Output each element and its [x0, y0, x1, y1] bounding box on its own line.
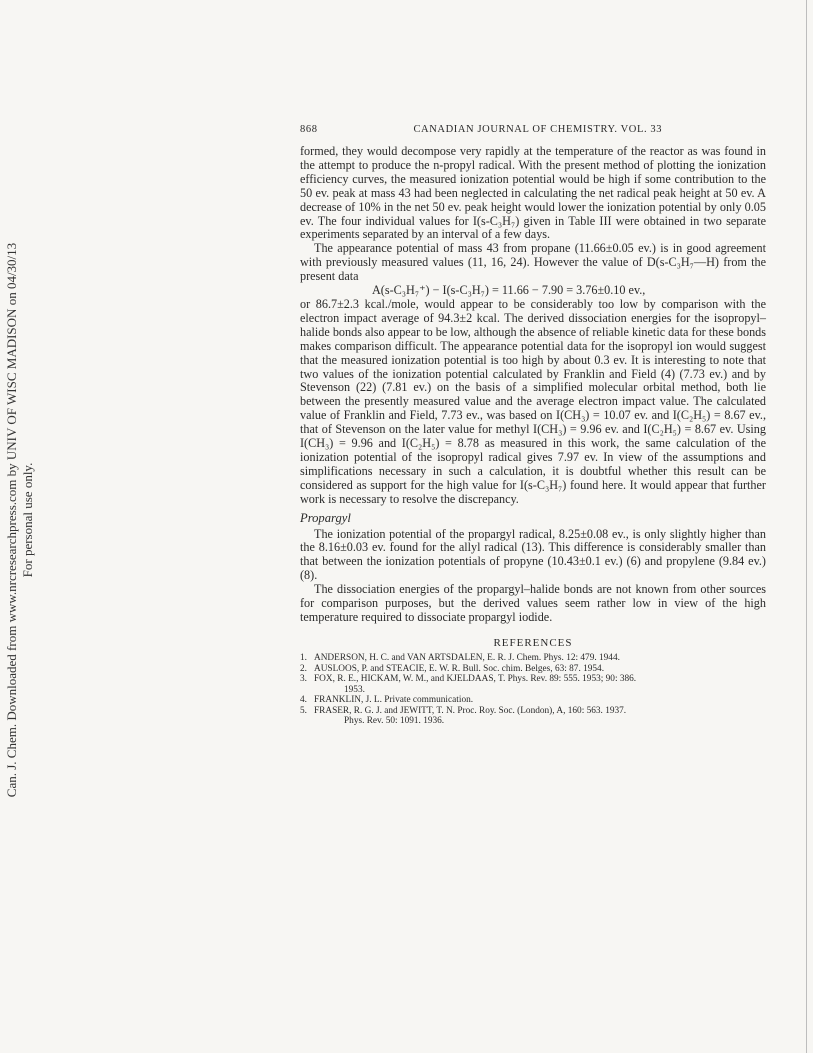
reference-item — [300, 674, 766, 685]
paragraph-1: formed, they would decompose very rapidly at the temperature of the reactor as was found in the attempt to produce the n-propyl radical. With the present method of plotting the ionization efficiency curves, the measured ionization potential would be high if some contribution to the 50 ev. peak at mass 43 had been neglected in calculating the net radical peak height at 50 ev. A decrease of 10% in the net 50 ev. peak height would lower the ionization potential by only 0.05 ev. The four individual values for I(s-C₃H₇) given in Table III were obtained in two separate experiments separated by an interval of a few days. — [300, 144, 766, 242]
scan-edge-line — [806, 0, 807, 1053]
reference-text: AUSLOOS, P. and STEACIE, E. W. R. Bull. Soc. chim. Belges, 63: 87. 1954. — [314, 663, 605, 674]
download-watermark — [4, 240, 40, 800]
reference-continuation: Phys. Rev. 50: 1091. 1936. — [344, 716, 445, 727]
download-watermark-line1: Can. J. Chem. Downloaded from www.nrcresearchpress.com by UNIV OF WISC MADISON on 04/30/13 — [4, 242, 19, 798]
reference-text: FOX, R. E., HICKAM, W. M., and KJELDAAS, T. Phys. Rev. 89: 555. 1953; 90: 386. — [314, 674, 637, 685]
paragraph-2: The appearance potential of mass 43 from propane (11.66±0.05 ev.) is in good agreement with previously measured values (11, 16, 24). However the value of D(s-C₃H₇—H) from the present data — [300, 241, 766, 284]
reference-item — [300, 664, 766, 675]
reference-text: FRANKLIN, J. L. Private communication. — [314, 695, 474, 706]
reference-number: 4. — [300, 695, 307, 706]
reference-item — [300, 653, 766, 664]
paragraph-3: or 86.7±2.3 kcal./mole, would appear to be considerably too low by comparison with the electron impact average of 94.3±2 kcal. The derived dissociation energies for the isopropyl–halide bonds also appear to be low, although the absence of reliable kinetic data for these bonds makes comparison difficult. The appearance potential data for the isopropyl ion would suggest that the measured ionization potential is too high by about 0.3 ev. It is interesting to note that two values of the ionization potential calculated by Franklin and Field (4) (7.73 ev.) and by Stevenson (22) (7.81 ev.) on the basis of a simplified molecular orbital method, both lie between the presently measured value and the average electron impact value. The calculated value of Franklin and Field, 7.73 ev., was based on I(CH₃) = 10.07 ev. and I(C₂H₅) = 8.67 ev., that of Stevenson on the later value for methyl I(CH₃) = 9.96 ev. and I(C₂H₅) = 8.67 ev. Using I(CH₃) = 9.96 and I(C₂H₅) = 8.78 as measured in this work, the same calculation of the ionization potential of the isopropyl radical gives 7.97 ev. In view of the assumptions and simplifications necessary in such a calculation, it is doubtful whether this result can be considered as support for the high value for I(s-C₃H₇) found here. It would appear that further work is necessary to resolve the discrepancy. — [300, 296, 766, 506]
reference-number: 3. — [300, 674, 307, 685]
reference-list — [300, 653, 766, 727]
running-head — [300, 124, 766, 135]
journal-title: CANADIAN JOURNAL OF CHEMISTRY. VOL. 33 — [413, 124, 663, 135]
page-number: 868 — [300, 124, 318, 135]
reference-number: 2. — [300, 663, 307, 674]
paragraph-5: The dissociation energies of the propargyl–halide bonds are not known from other sources for comparison purposes, but the derived values seem rather low in view of the high temperature required to dissociate propargyl iodide. — [300, 582, 766, 624]
reference-number: 1. — [300, 652, 307, 663]
reference-text: ANDERSON, H. C. and VAN ARTSDALEN, E. R. J. Chem. Phys. 12: 479. 1944. — [314, 652, 620, 663]
article-body — [300, 145, 766, 625]
reference-continuation: 1953. — [344, 684, 365, 695]
download-watermark-line2: For personal use only. — [20, 462, 35, 578]
reference-text: FRASER, R. G. J. and JEWITT, T. N. Proc. Roy. Soc. (London), A, 160: 563. 1937. — [314, 705, 627, 716]
section-heading-propargyl: Propargyl — [300, 510, 351, 525]
paragraph-4: The ionization potential of the propargyl radical, 8.25±0.08 ev., is only slightly higher than the 8.16±0.03 ev. found for the allyl radical (13). This difference is considerably smaller than that between the ionization potentials of propyne (10.43±0.1 ev.) (6) and propylene (9.84 ev.) (8). — [300, 526, 766, 583]
references-heading: REFERENCES — [493, 636, 573, 649]
reference-item — [300, 695, 766, 706]
journal-page — [300, 124, 766, 727]
equation: A(s-C₃H₇⁺) − I(s-C₃H₇) = 11.66 − 7.90 = 3.76±0.10 ev., — [372, 283, 646, 298]
reference-item — [300, 706, 766, 717]
reference-number: 5. — [300, 705, 307, 716]
